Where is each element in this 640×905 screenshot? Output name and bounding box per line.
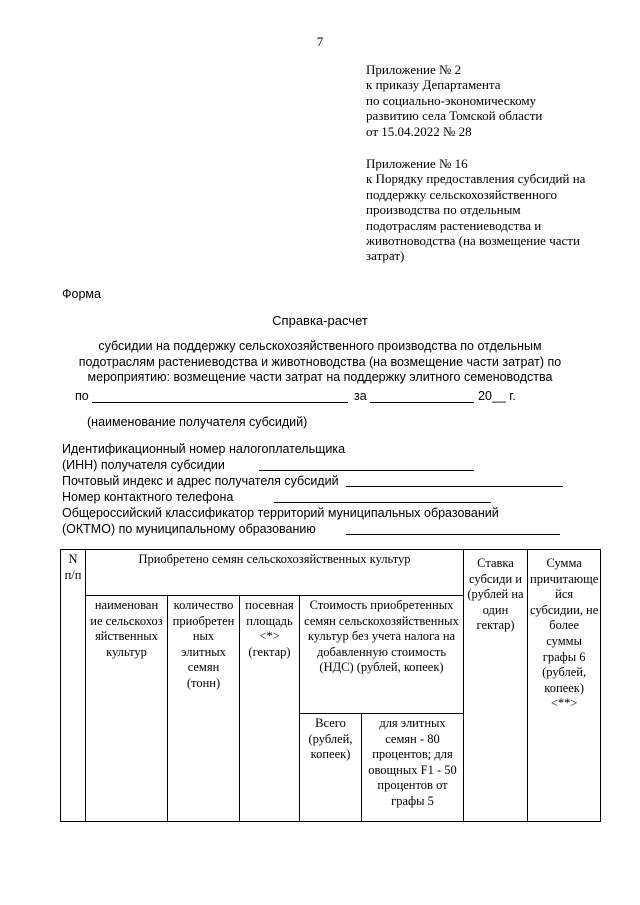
inn-label-2: (ИНН) получателя субсидии [62, 458, 225, 472]
oktmo-label-2: (ОКТМО) по муниципальному образованию [62, 522, 316, 536]
appendix-16-line: Приложение № 16 [366, 156, 468, 171]
appendix-16-line: подотраслям растениеводства и [366, 217, 542, 233]
form-label: Форма [62, 287, 101, 301]
header-number: N п/п [61, 550, 86, 822]
period-za: за [354, 389, 367, 403]
appendix-16-line: производства по отдельным [366, 202, 521, 218]
recipient-caption: (наименование получателя субсидий) [87, 415, 308, 429]
header-seed-quantity: количество приобретен ных элитных семян (тонн) [168, 596, 240, 822]
header-seed-cost: Стоимость приобретенных семян сельскохозяйственных культур без учета налога на добавленную стоимость (НДС) (рублей, копеек) [300, 596, 464, 714]
postal-label: Почтовый индекс и адрес получателя субсидий [62, 474, 339, 488]
appendix-16-block [366, 156, 616, 264]
document-title: Справка-расчет [272, 313, 368, 328]
appendix-2-line: к приказу Департамента [366, 77, 501, 93]
period-year: 20__ г. [478, 389, 516, 403]
appendix-2-line: по социально-экономическому [366, 92, 537, 108]
appendix-16-line: к Порядку предоставления субсидий на [366, 171, 586, 187]
appendix-16-line: поддержку сельскохозяйственного [366, 186, 557, 202]
header-subsidy-sum: Сумма причитающе йся субсидии, не более суммы графы 6 (рублей, копеек) <**> [528, 550, 601, 822]
page-number: 7 [316, 34, 324, 49]
oktmo-blank[interactable] [346, 534, 560, 535]
appendix-16-line: затрат) [366, 248, 405, 264]
header-crop-name: наименован ие сельскохоз яйственных культур [86, 596, 168, 822]
header-cost-total: Всего (рублей, копеек) [300, 714, 362, 822]
inn-blank[interactable] [259, 470, 474, 471]
postal-blank[interactable] [346, 486, 563, 487]
appendix-16-line: животноводства (на возмещение части [366, 233, 580, 249]
period-prefix: по [75, 389, 89, 403]
document-subtitle [0, 339, 640, 386]
header-acquired-seeds: Приобретено семян сельскохозяйственных культур [86, 550, 464, 596]
oktmo-label: Общероссийский классификатор территорий муниципальных образований [62, 506, 499, 520]
appendix-2-line: Приложение № 2 [366, 62, 462, 77]
header-elite-share: для элитных семян - 80 процентов; для овощных F1 - 50 процентов от графы 5 [362, 714, 464, 822]
appendix-2-block [366, 62, 616, 139]
subtitle-line: мероприятию: возмещение части затрат на поддержку элитного семеноводства [87, 370, 553, 385]
subtitle-line: субсидии на поддержку сельскохозяйственного производства по отдельным [98, 339, 542, 353]
appendix-2-line: развитию села Томской области [366, 108, 543, 124]
header-sown-area: посевная площадь <*> (гектар) [240, 596, 300, 822]
inn-label: Идентификационный номер налогоплательщика [62, 442, 346, 456]
phone-blank[interactable] [274, 502, 491, 503]
subsidy-table [60, 549, 601, 822]
appendix-2-line: от 15.04.2022 № 28 [366, 123, 472, 139]
phone-label: Номер контактного телефона [62, 490, 234, 504]
period-to-blank[interactable] [370, 402, 474, 403]
period-from-blank[interactable] [92, 402, 348, 403]
header-subsidy-rate: Ставка субсиди и (рублей на один гектар) [464, 550, 528, 822]
subtitle-line: подотраслям растениеводства и животноводства (на возмещение части затрат) по [78, 354, 562, 369]
